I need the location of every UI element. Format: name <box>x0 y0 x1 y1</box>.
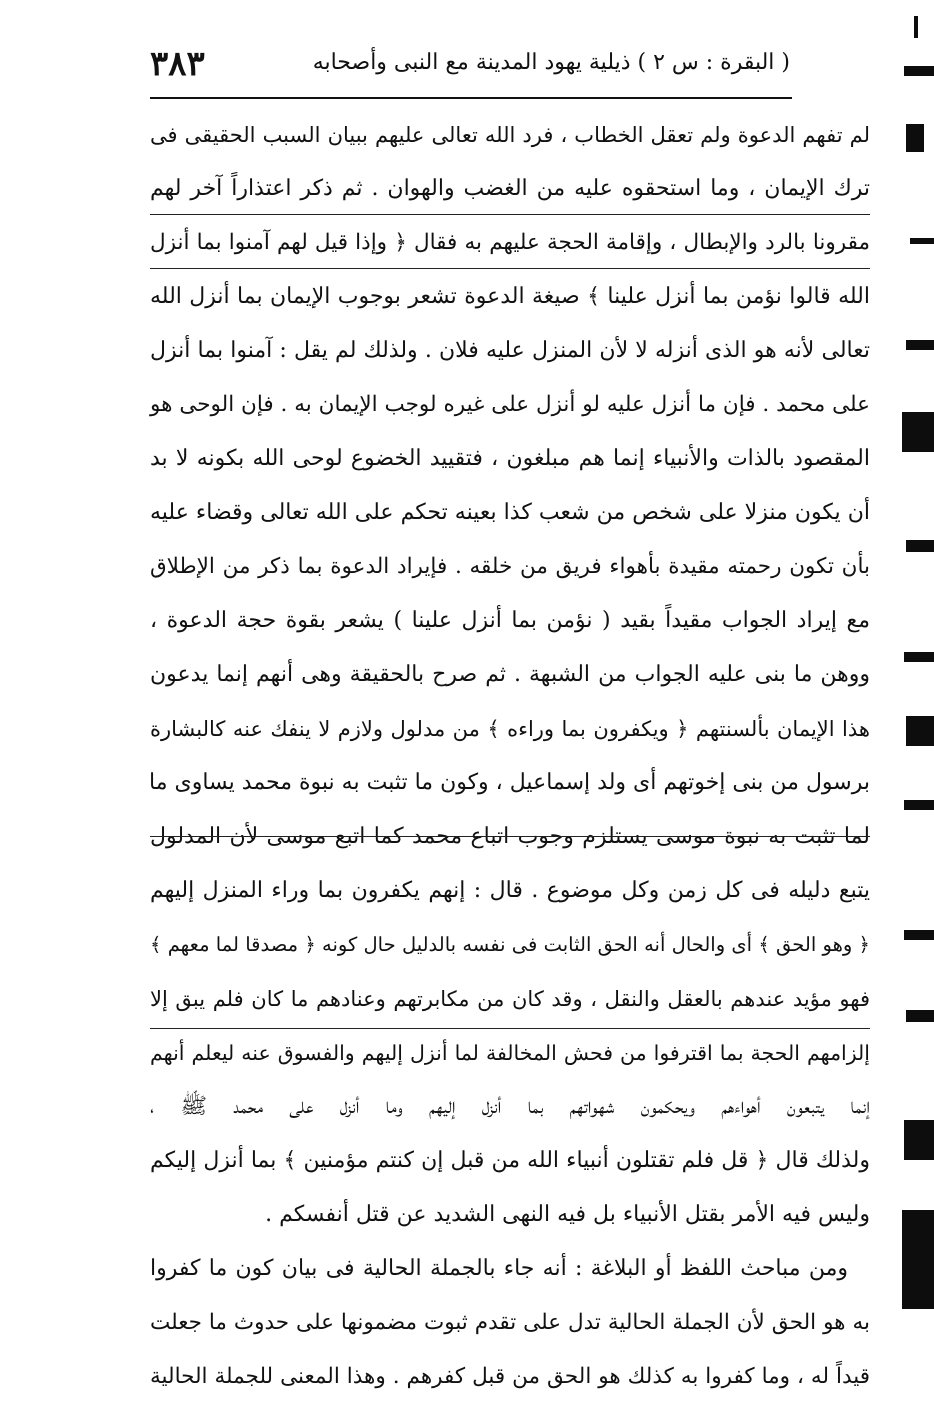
text-line: قيداً له ، وما كفروا به كذلك هو الحق من قبل كفرهم . وهذا المعنى للجملة الحالية <box>150 1364 870 1389</box>
scan-edge-mark <box>904 66 934 76</box>
text-line: أن يكون منزلا على شخص من شعب كذا بعينه تحكم على الله تعالى وقضاء عليه <box>150 500 870 525</box>
text-line: ترك الإيمان ، وما استحقوه عليه من الغضب والهوان . ثم ذكر اعتذاراً آخر لهم <box>150 176 870 201</box>
text-line: يتبع دليله فى كل زمن وكل موضوع . قال : إنهم يكفرون بما وراء المنزل إليهم <box>150 878 870 903</box>
scan-edge-mark <box>906 540 934 552</box>
header-rule <box>150 97 792 99</box>
scan-edge-mark <box>904 800 934 810</box>
scan-edge-mark <box>906 124 924 152</box>
scan-edge-mark <box>906 1010 934 1022</box>
text-line: لما تثبت به نبوة موسى يستلزم وجوب اتباع محمد كما اتبع موسى لأن المدلول <box>150 824 870 849</box>
text-line: برسول من بنى إخوتهم أى ولد إسماعيل ، وكون ما تثبت به نبوة محمد يساوى ما <box>149 770 870 795</box>
scan-edge-mark <box>902 1210 934 1309</box>
text-line: المقصود بالذات والأنبياء إنما هم مبلغون ، فتقييد الخضوع لوحى الله بكونه لا بد <box>150 446 870 471</box>
text-line: مع إيراد الجواب مقيداً بقيد ( نؤمن بما أنزل علينا ) يشعر بقوة حجة الدعوة ، <box>150 608 870 633</box>
underline-mark <box>150 1028 870 1029</box>
text-line: ﴿ وهو الحق ﴾ أى والحال أنه الحق الثابت فى نفسه بالدليل حال كونه ﴿ مصدقا لما معهم ﴾ <box>150 933 870 956</box>
text-line: وليس فيه الأمر بقتل الأنبياء بل فيه النهى الشديد عن قتل أنفسكم . <box>265 1202 870 1227</box>
scan-edge-mark <box>904 930 934 940</box>
underline-mark <box>150 836 870 837</box>
text-line: على محمد . فإن ما أنزل عليه لو أنزل على غيره لوجب الإيمان به . فإن الوحى هو <box>150 392 870 417</box>
underline-mark <box>150 214 870 215</box>
underline-mark <box>150 268 870 269</box>
running-header <box>150 40 790 92</box>
text-line: ووهن ما بنى عليه الجواب من الشبهة . ثم صرح بالحقيقة وهى أنهم إنما يدعون <box>150 662 870 687</box>
text-line: إنما يتبعون أهواءهم ويحكمون شهواتهم بما أنزل إليهم وما أنزل على محمد ﷺ ، <box>150 1094 870 1119</box>
text-line: ولذلك قال ﴿ قل فلم تقتلون أنبياء الله من قبل إن كنتم مؤمنين ﴾ بما أنزل إليكم <box>150 1148 870 1173</box>
text-line: إلزامهم الحجة بما اقترفوا من فحش المخالفة لما أنزل إليهم والفسوق عنه ليعلم أنهم <box>150 1041 870 1065</box>
text-line: ومن مباحث اللفظ أو البلاغة : أنه جاء بالجملة الحالية فى بيان كون ما كفروا <box>150 1256 848 1281</box>
text-line: فهو مؤيد عندهم بالعقل والنقل ، وقد كان من مكابرتهم وعنادهم ما كان فلم يبق إلا <box>150 987 870 1011</box>
scan-edge-mark <box>906 340 934 350</box>
page-number: ٣٨٣ <box>150 44 205 84</box>
text-line: مقرونا بالرد والإبطال ، وإقامة الحجة عليهم به فقال ﴿ وإذا قيل لهم آمنوا بما أنزل <box>150 230 870 255</box>
text-line: تعالى لأنه هو الذى أنزله لا لأن المنزل عليه فلان . ولذلك لم يقل : آمنوا بما أنزل <box>150 338 870 363</box>
text-line: الله قالوا نؤمن بما أنزل علينا ﴾ صيغة الدعوة تشعر بوجوب الإيمان بما أنزل الله <box>150 284 870 309</box>
text-line: هذا الإيمان بألسنتهم ﴿ ويكفرون بما وراءه ﴾ من مدلول ولازم لا ينفك عنه كالبشارة <box>150 717 870 741</box>
header-title: ( البقرة : س ٢ ) ذيلية يهود المدينة مع النبى وأصحابه <box>312 50 790 75</box>
text-line: بأن تكون رحمته مقيدة بأهواء فريق من خلقه . فإيراد الدعوة بما ذكر من الإطلاق <box>150 554 870 579</box>
scan-edge-mark <box>904 1120 934 1160</box>
text-line: به هو الحق لأن الجملة الحالية تدل على تقدم ثبوت مضمونها على حدوث ما جعلت <box>150 1310 870 1335</box>
scan-edge-mark <box>904 652 934 662</box>
text-line: لم تفهم الدعوة ولم تعقل الخطاب ، فرد الله تعالى عليهم ببيان السبب الحقيقى فى <box>150 123 870 147</box>
scan-edge-mark <box>902 412 934 452</box>
scan-edge-mark <box>914 16 918 38</box>
scan-edge-mark <box>910 238 934 244</box>
scan-edge-mark <box>906 716 934 746</box>
